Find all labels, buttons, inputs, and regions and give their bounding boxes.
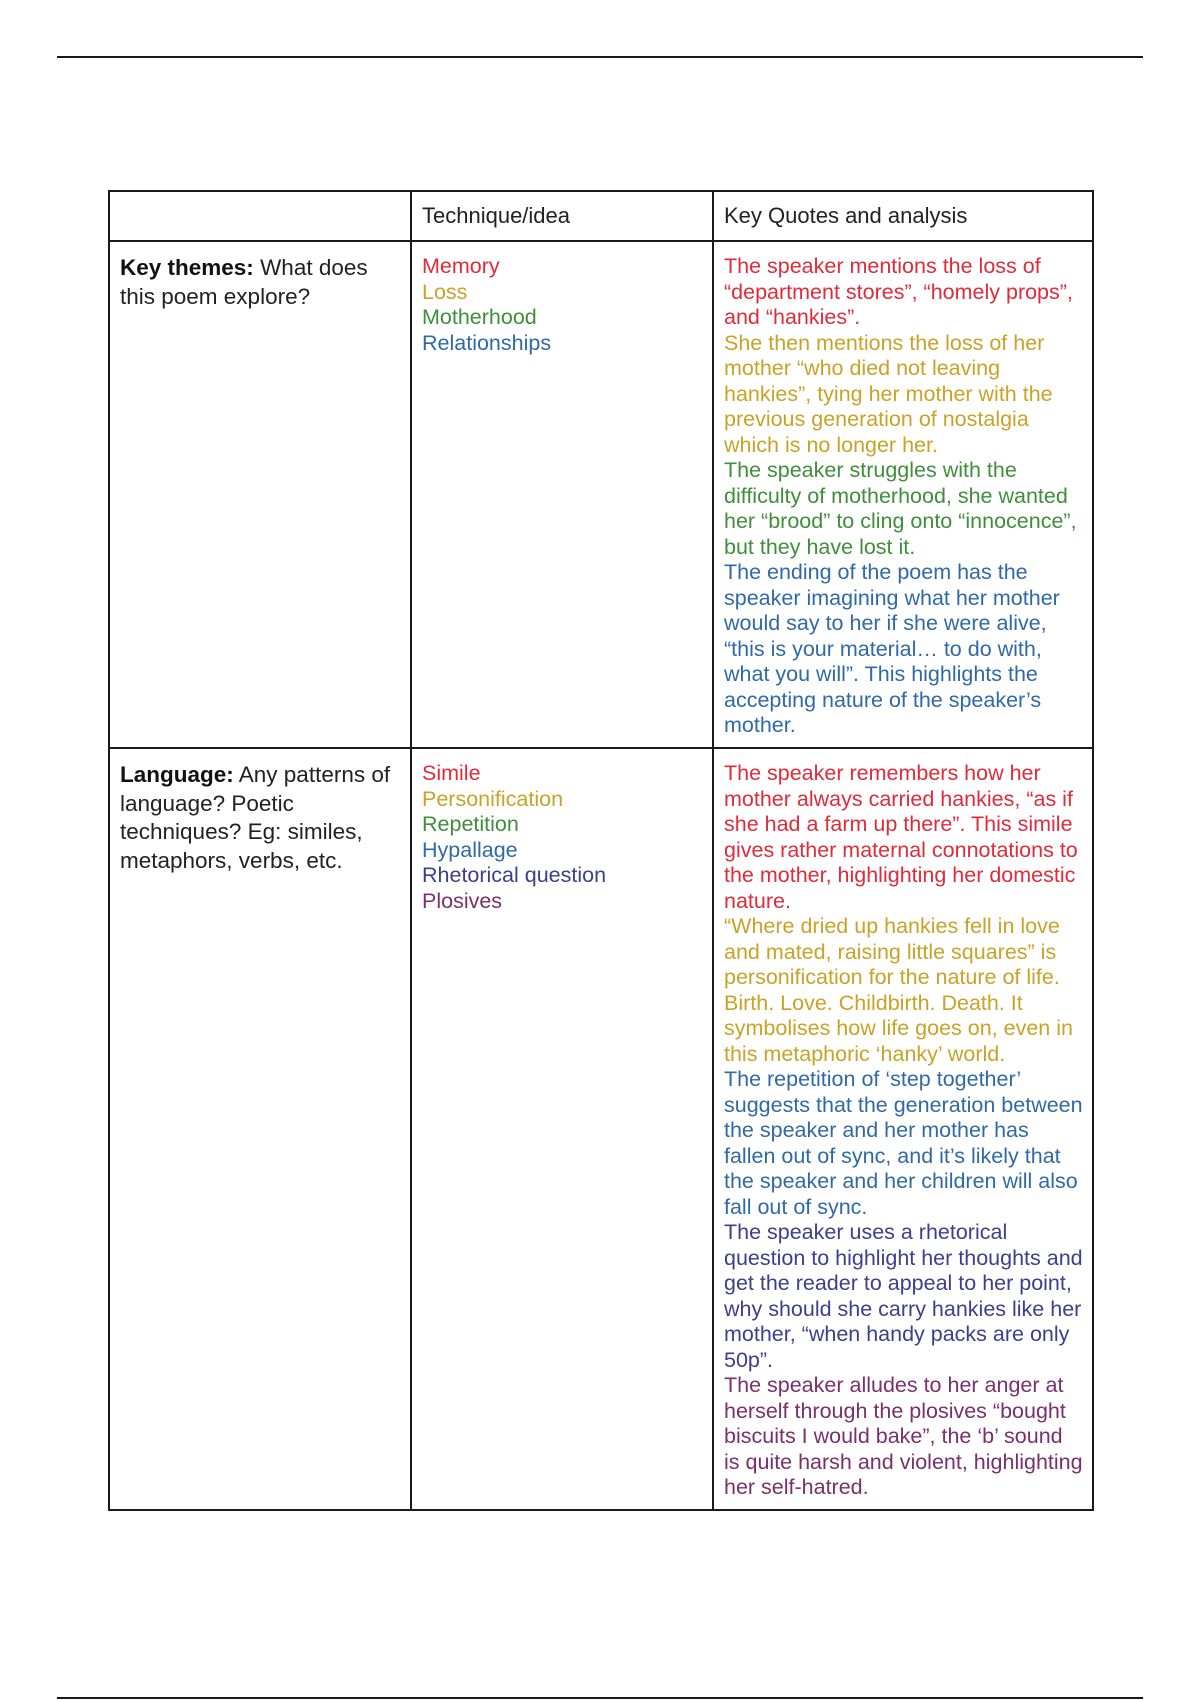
prompt-cell [109,241,411,748]
bottom-rule [57,1697,1143,1699]
quote-simile: The speaker remembers how her mother always carried hankies, “as if she had a farm up there”. This simile gives rather maternal connotations to the mother, highlighting her domestic nature. [724,761,1078,913]
quote-relationships: The ending of the poem has the speaker imagining what her mother would say to her if she were alive, “this is your material… to do with, what you will”. This highlights the accepting nature of the speaker’s mother. [724,560,1060,737]
technique-simile: Simile [422,761,481,785]
header-empty [109,191,411,241]
quotes-cell [713,748,1093,1510]
prompt-label: Key themes: [120,255,254,280]
technique-repetition: Repetition [422,812,519,836]
prompt-text: Any patterns of language? Poetic techniques? Eg: similes, metaphors, verbs, etc. [120,762,391,873]
prompt-key-themes [120,254,400,311]
prompt-text: What does this poem explore? [120,255,368,309]
header-quotes: Key Quotes and analysis [713,191,1093,241]
technique-loss: Loss [422,279,468,304]
quote-rhetorical-question: The speaker uses a rhetorical question to highlight her thoughts and get the reader to appeal to her point, why should she carry hankies like her mother, “when handy packs are only 50p”. [724,1220,1083,1372]
prompt-label: Language: [120,762,234,787]
poem-analysis-table [108,190,1094,1511]
table-row-language [109,748,1093,1510]
technique-memory: Memory [422,254,500,278]
quote-motherhood: The speaker struggles with the difficulty of motherhood, she wanted her “brood” to cling onto “innocence”, but they have lost it. [724,458,1077,559]
header-technique: Technique/idea [411,191,713,241]
quote-memory: The speaker mentions the loss of “department stores”, “homely props”, and “hankies”. [724,254,1073,329]
quote-plosives: The speaker alludes to her anger at herself through the plosives “bought biscuits I would bake”, the ‘b’ sound is quite harsh and violent, highlighting her self-hatred. [724,1373,1083,1499]
header-row [109,191,1093,241]
technique-rhetorical-question: Rhetorical question [422,863,607,887]
quotes-cell [713,241,1093,748]
quote-personification: “Where dried up hankies fell in love and mated, raising little squares” is personification for the nature of life. Birth. Love. Childbirth. Death. It symbolises how life goes on, even in this metaphoric ‘hanky’ world. [724,914,1073,1066]
technique-cell [411,241,713,748]
quote-repetition: The repetition of ‘step together’ suggests that the generation between the speaker and her mother has fallen out of sync, and it’s likely that the speaker and her children will also fall out of sync. [724,1067,1083,1219]
table-row-key-themes [109,241,1093,748]
top-rule [57,56,1143,58]
quote-loss: She then mentions the loss of her mother “who died not leaving hankies”, tying her mother with the previous generation of nostalgia which is no longer her. [724,330,1053,457]
prompt-cell [109,748,411,1510]
technique-relationships: Relationships [422,330,552,355]
prompt-language [120,761,400,875]
technique-cell [411,748,713,1510]
technique-plosives: Plosives [422,888,503,913]
technique-personification: Personification [422,786,564,811]
technique-motherhood: Motherhood [422,305,537,329]
technique-hypallage: Hypallage [422,837,518,862]
